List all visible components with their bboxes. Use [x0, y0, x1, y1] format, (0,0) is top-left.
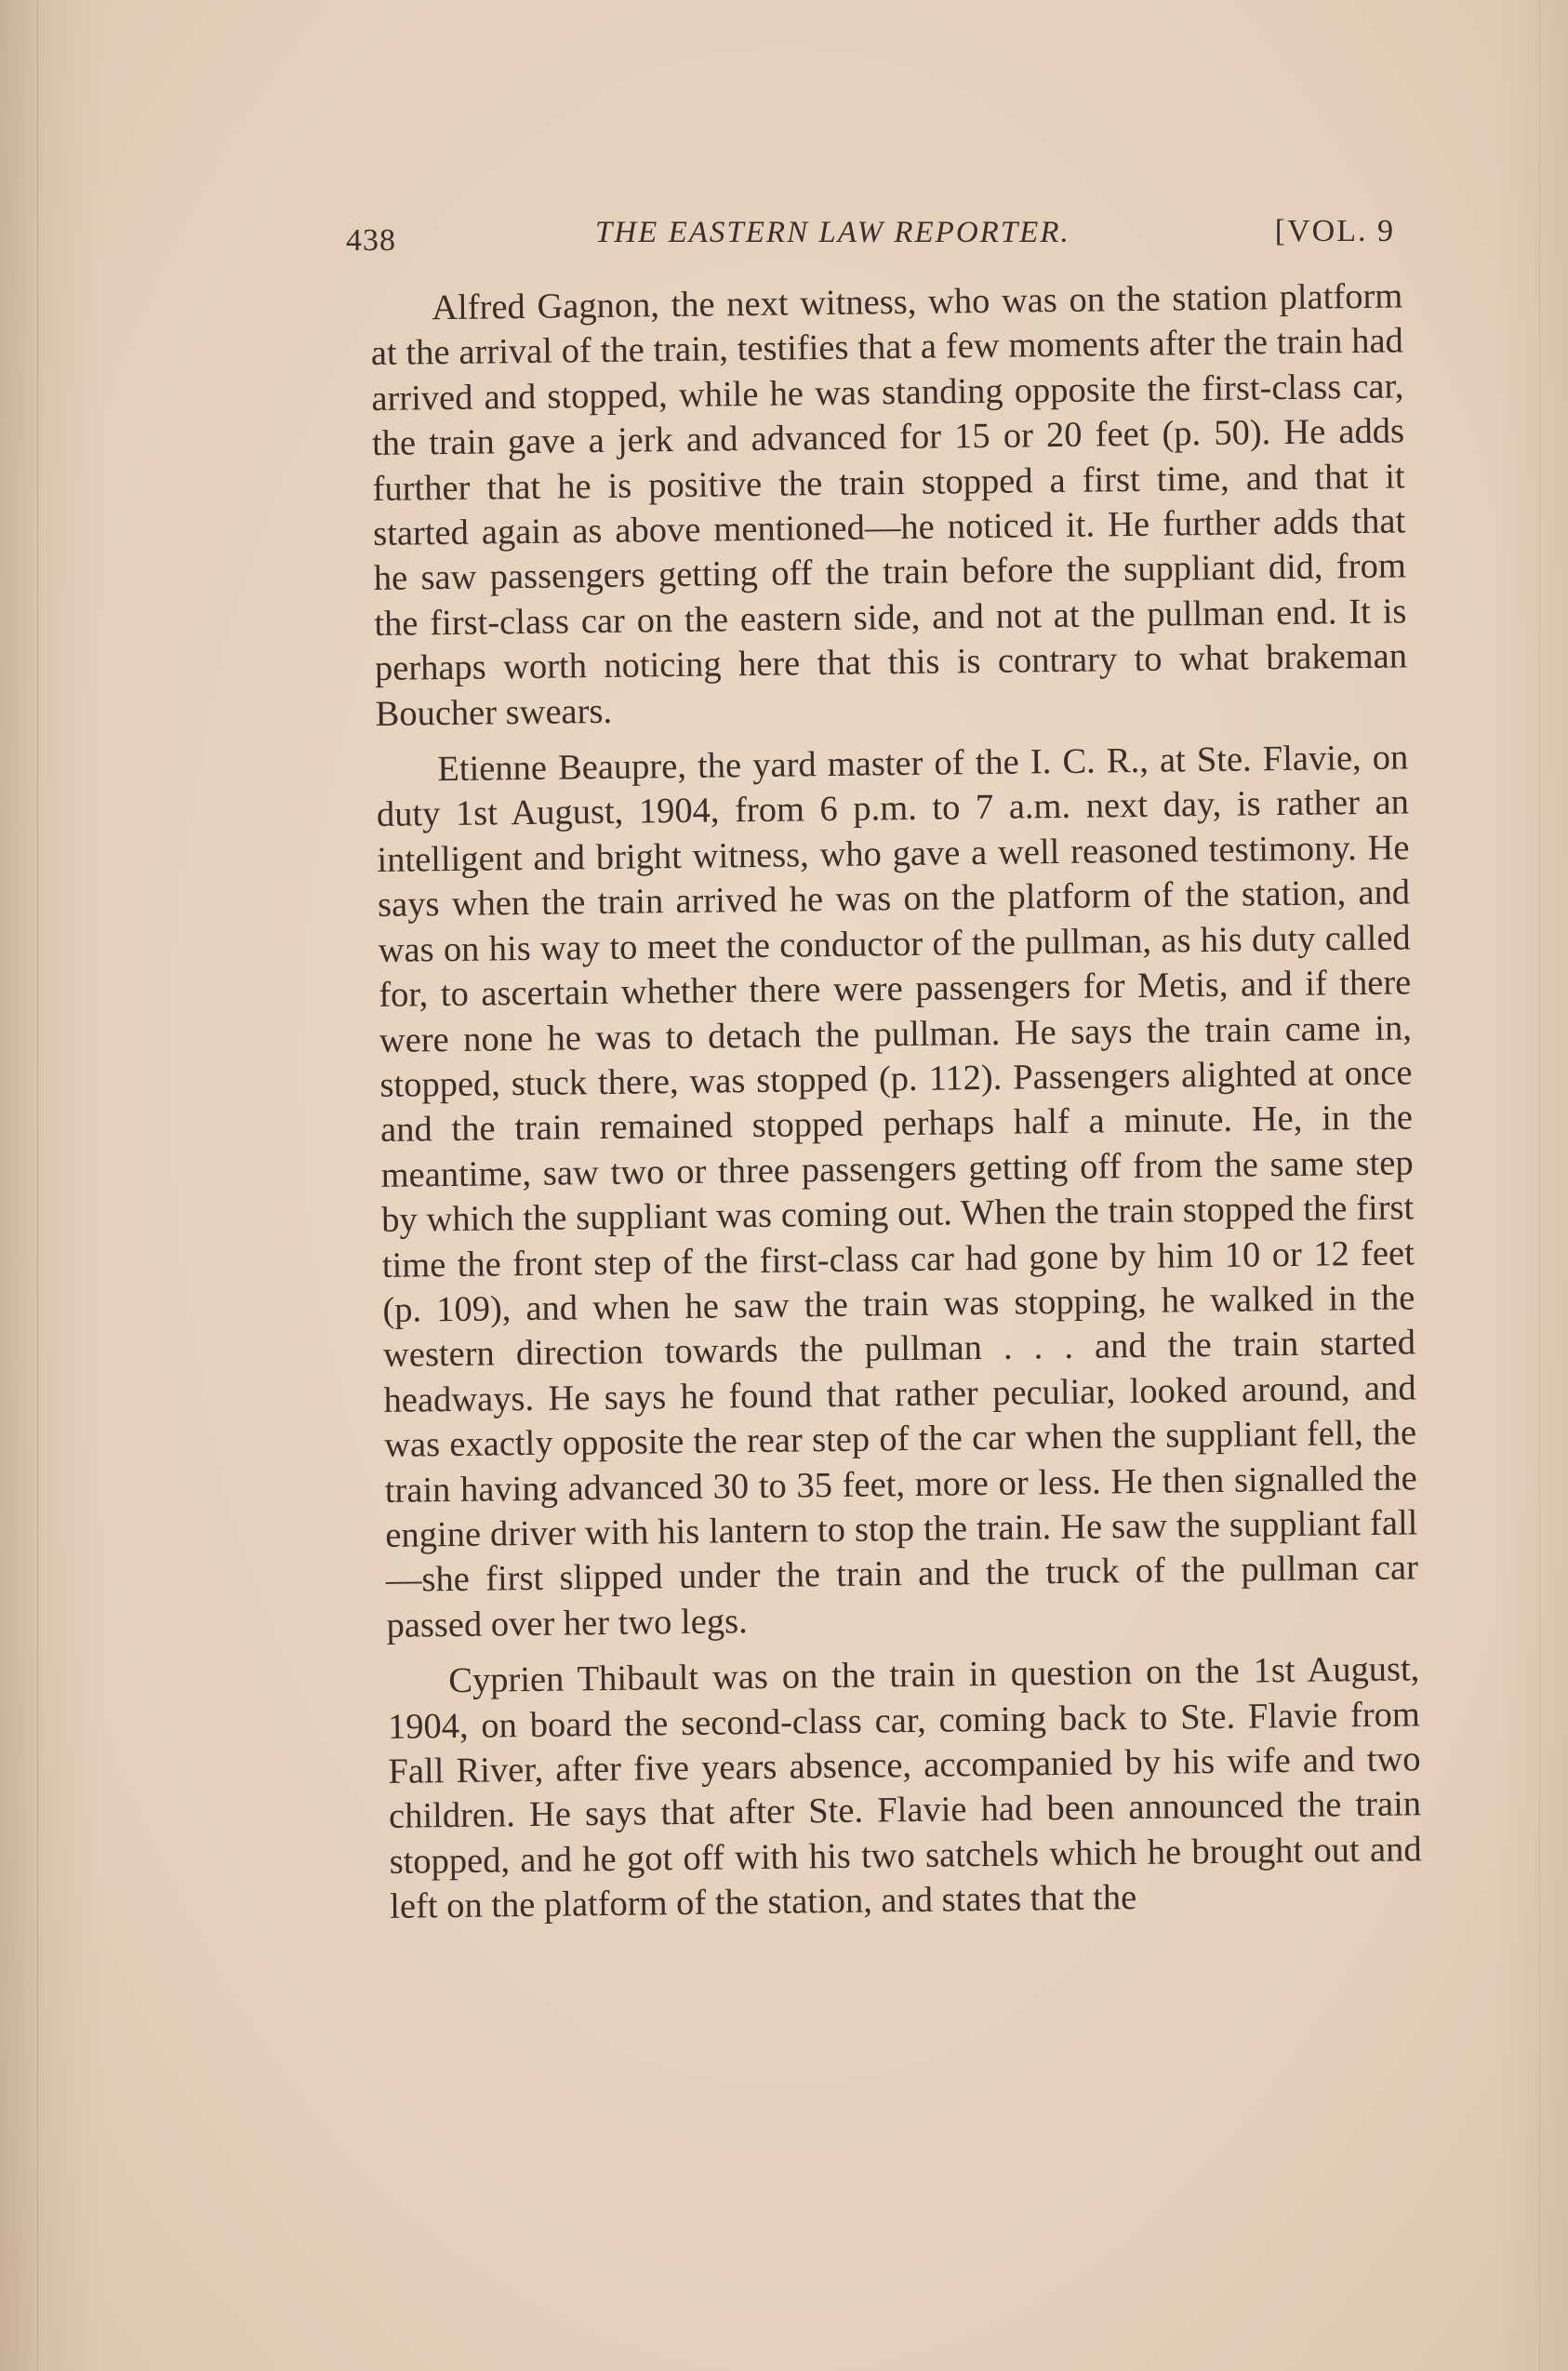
paragraph-cyprien-thibault: Cyprien Thibault was on the train in question on the 1st August, 1904, on board the second-class car, coming back to Ste. Flavie from Fall River, after five years absence, accompanied by his wife and two children. He says that after Ste. Flavie had been announced the train stopped, and he got off with his two satchels which he brought out and left on the platform of the station, and states that the	[387, 1649, 1422, 1927]
page-number: 438	[346, 223, 396, 258]
running-head	[346, 210, 1415, 266]
paragraph-alfred-gagnon: Alfred Gagnon, the next witness, who was on the station platform at the arrival of the train, testifies that a few moments after the train had arrived and stopped, while he was standing opposite the first-class car, the train gave a jerk and advanced for 15 or 20 feet (p. 50). He adds further that he is positive the train stopped a first time, and that it started again as above mentioned—he noticed it. He further adds that he saw passengers getting off the train before the suppliant did, from the first-class car on the eastern side, and not at the pullman end. It is perhaps worth noticing here that this is contrary to what brakeman Boucher swears.	[370, 276, 1408, 734]
body-text	[370, 273, 1423, 1929]
paragraph-etienne-beaupre: Etienne Beaupre, the yard master of the I. C. R., at Ste. Flavie, on duty 1st August, 1904, from 6 p.m. to 7 a.m. next day, is rather an intelligent and bright witness, who gave a well reasoned testimony. He says when the train arrived he was on the platform of the station, and was on his way to meet the conductor of the pullman, as his duty called for, to ascertain whether there were passengers for Metis, and if there were none he was to detach the pullman. He says the train came in, stopped, stuck there, was stopped (p. 112). Passengers alighted at once and the train remained stopped perhaps half a minute. He, in the meantime, saw two or three passengers getting off from the same step by which the suppliant was coming out. When the train stopped the first time the front step of the first-class car had gone by him 10 or 12 feet (p. 109), and when he saw the train was stopping, he walked in the western direction towards the pullman . . . and the train started headways. He says he found that rather peculiar, looked around, and was exactly opposite the rear step of the car when the suppliant fell, the train having advanced 30 to 35 feet, more or less. He then signalled the engine driver with his lantern to stop the train. He saw the suppliant fall—she first slipped under the train and the truck of the pullman car passed over her two legs.	[376, 738, 1419, 1645]
page-binding-edge	[0, 0, 38, 2371]
volume-label: [VOL. 9	[1274, 214, 1395, 248]
page-right-edge	[1539, 0, 1568, 2371]
journal-title: THE EASTERN LAW REPORTER.	[595, 216, 1070, 249]
